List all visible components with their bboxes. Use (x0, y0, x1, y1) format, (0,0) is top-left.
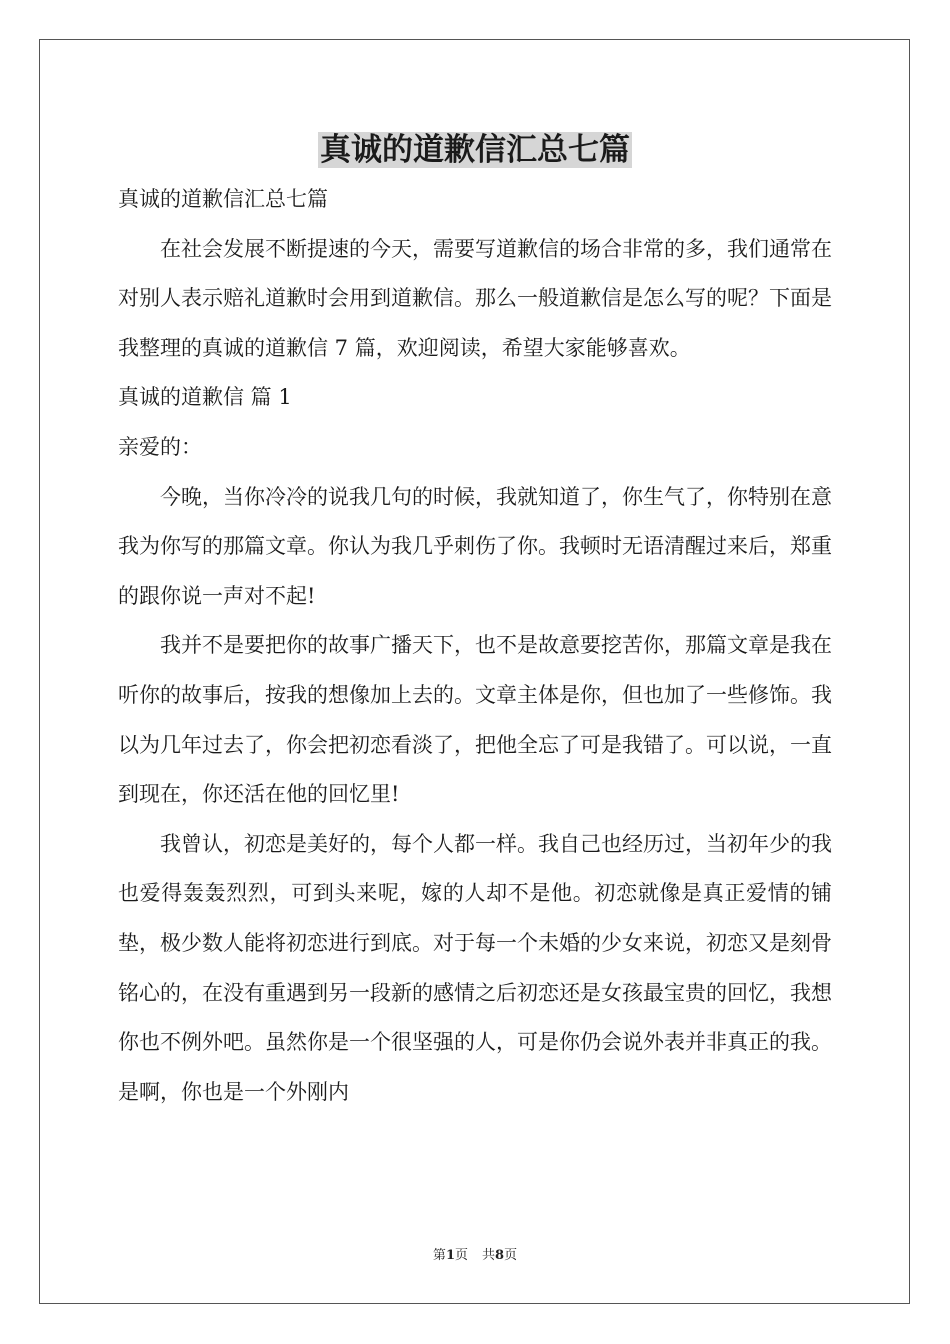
paragraph: 今晚，当你冷冷的说我几句的时候，我就知道了，你生气了，你特别在意我为你写的那篇文章。你认为我几乎刺伤了你。我顿时无语清醒过来后，郑重的跟你说一声对不起! (118, 484, 832, 608)
paragraph: 亲爱的： (118, 434, 202, 459)
document-title (0, 128, 950, 172)
paragraph: 我并不是要把你的故事广播天下，也不是故意要挖苦你，那篇文章是我在听你的故事后，按我的想像加上去的。文章主体是你，但也加了一些修饰。我以为几年过去了，你会把初恋看淡了，把他全忘了可是我错了。可以说，一直到现在，你还活在他的回忆里! (118, 633, 832, 807)
page-total-suffix: 页 (504, 1248, 518, 1263)
page-number: 1 (445, 1248, 455, 1263)
paragraph: 真诚的道歉信 篇 1 (118, 385, 292, 410)
page-footer (0, 1247, 950, 1265)
page-number-prefix: 第 (432, 1248, 446, 1263)
paragraph: 真诚的道歉信汇总七篇 (118, 187, 328, 211)
page-total-prefix: 共 (482, 1248, 496, 1263)
page-total: 8 (495, 1248, 505, 1263)
document-body (118, 175, 832, 1117)
paragraph: 我曾认，初恋是美好的，每个人都一样。我自己也经历过，当初年少的我也爱得轰轰烈烈，可到头来呢，嫁的人却不是他。初恋就像是真正爱情的铺垫，极少数人能将初恋进行到底。对于每一个未婚的少女来说，初恋又是刻骨铭心的，在没有重遇到另一段新的感情之后初恋还是女孩最宝贵的回忆，我想你也不例外吧。虽然你是一个很坚强的人，可是你仍会说外表并非真正的我。是啊，你也是一个外刚内 (118, 831, 832, 1104)
page-number-suffix: 页 (454, 1248, 468, 1263)
document-title-text: 真诚的道歉信汇总七篇 (320, 132, 630, 168)
paragraph: 在社会发展不断提速的今天，需要写道歉信的场合非常的多，我们通常在对别人表示赔礼道歉时会用到道歉信。那么一般道歉信是怎么写的呢？下面是我整理的真诚的道歉信 7 篇，欢迎阅读，希望大家能够喜欢。 (118, 236, 832, 360)
